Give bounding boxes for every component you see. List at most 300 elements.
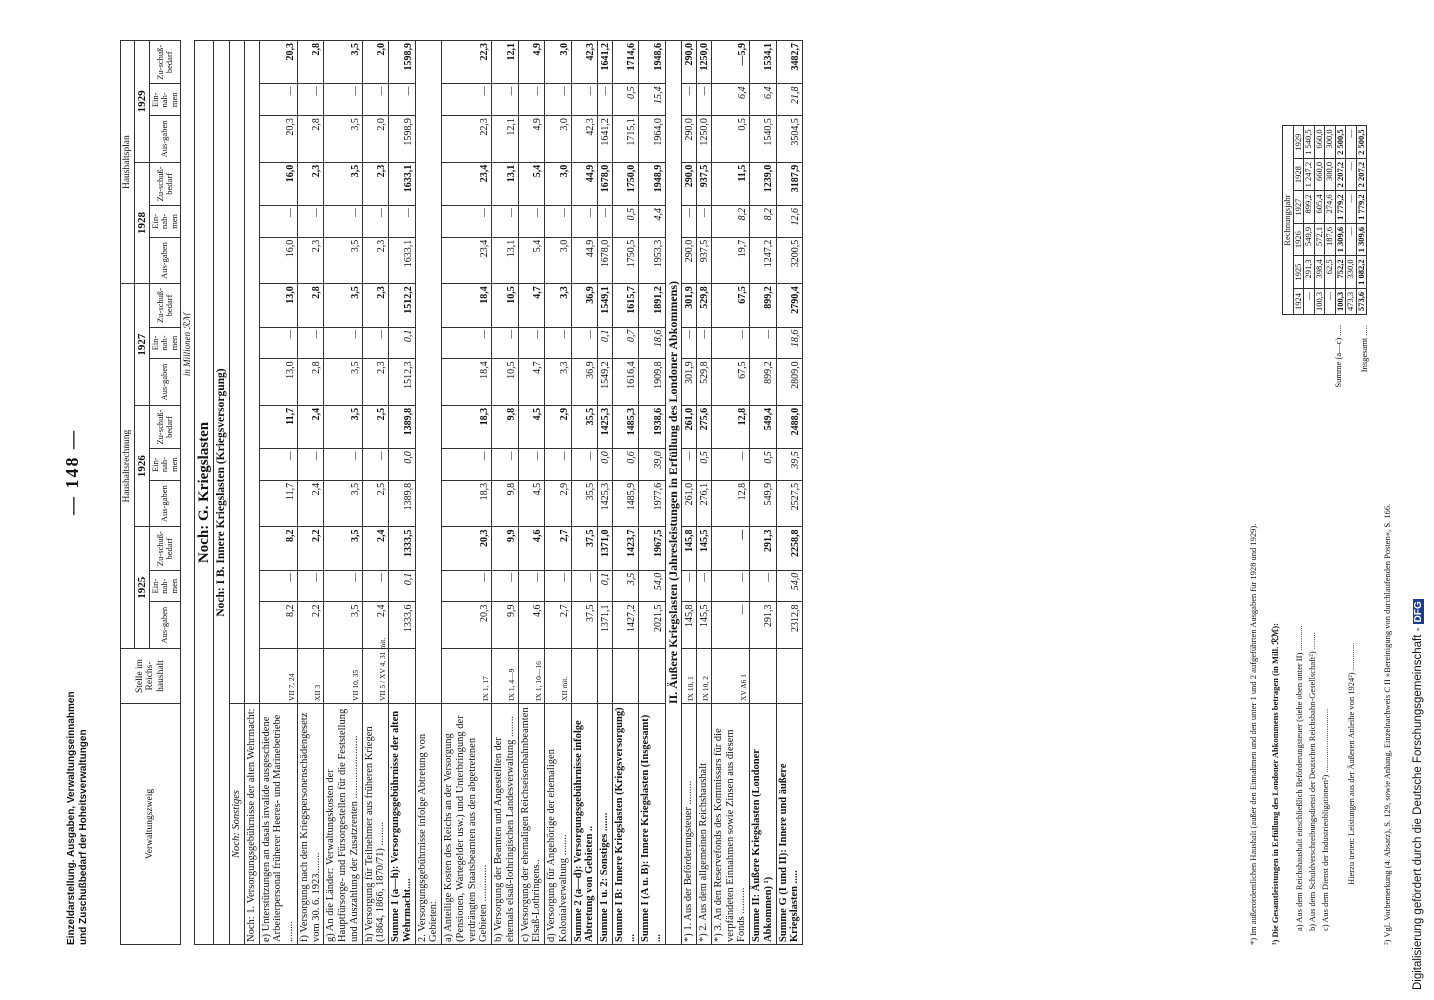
value-cell: 0,0 xyxy=(598,449,613,481)
value-cell: 3,3 xyxy=(545,284,572,327)
value-cell: 44,9 xyxy=(571,237,598,284)
value-cell: — xyxy=(259,570,297,602)
value-cell: 275,6 xyxy=(697,405,712,448)
value-cell: 1598,9 xyxy=(389,116,416,163)
value-cell: 1615,7 xyxy=(612,284,639,327)
value-cell: 1967,5 xyxy=(639,527,666,570)
value-cell: 1641,2 xyxy=(598,41,613,84)
value-cell: — xyxy=(324,206,362,238)
row-label: *) 2. Aus dem allgemeinen Reichshaushalt xyxy=(697,703,712,944)
value-cell: 1371,1 xyxy=(598,602,613,649)
value-cell: 1678,0 xyxy=(598,237,613,284)
value-cell: 1750,5 xyxy=(612,237,639,284)
value-cell: 2,5 xyxy=(362,480,389,527)
value-cell: 12,8 xyxy=(711,405,749,448)
footnote-1-hierzu: Hierzu treten: Leistungen aus der Äußeren Anleihe von 1924²) ............. xyxy=(1346,642,1357,885)
value-cell: — xyxy=(324,84,362,116)
subcolumn-header: Ein-nah-men xyxy=(149,84,181,116)
value-cell: 2527,5 xyxy=(776,480,803,527)
row-label: *) 3. An den Reservefonds des Kommissars für die verpfändeten Einnahmen sowie Zinsen aus diesem Fonds .......... xyxy=(711,703,749,944)
rj-cell: 300,0 xyxy=(1325,126,1336,159)
value-cell: 0,1 xyxy=(598,570,613,602)
value-cell: 2,0 xyxy=(362,116,389,163)
table-row xyxy=(776,41,803,945)
value-cell: 22,3 xyxy=(442,41,492,84)
value-cell: — xyxy=(682,570,697,602)
value-cell: — xyxy=(518,449,545,481)
value-cell: 3,5 xyxy=(612,570,639,602)
table-body-3 xyxy=(665,41,802,945)
value-cell: — xyxy=(711,527,749,570)
page-header xyxy=(60,45,100,945)
value-cell: 20,3 xyxy=(259,116,297,163)
value-cell: 0,1 xyxy=(598,327,613,359)
rj-cell: — xyxy=(1346,126,1357,159)
subcolumn-header: Zu-schuß-bedarf xyxy=(149,284,181,327)
value-cell: 261,0 xyxy=(682,405,697,448)
main-table xyxy=(120,40,803,945)
value-cell: 0,5 xyxy=(750,449,777,481)
value-cell: 20,3 xyxy=(442,602,492,649)
value-cell: 3,5 xyxy=(324,162,362,205)
value-cell: 4,5 xyxy=(518,405,545,448)
value-cell: — xyxy=(518,570,545,602)
section-subtitle: Noch: I B. Innere Kriegslasten (Kriegsversorgung) xyxy=(214,41,230,945)
rechnungsjahr-header: Rechnungsjahr xyxy=(1283,126,1294,315)
value-cell: 1540,5 xyxy=(750,116,777,163)
value-cell: 3,5 xyxy=(324,602,362,649)
dfg-credit xyxy=(1410,5,1432,995)
value-cell: 39,0 xyxy=(639,449,666,481)
value-cell: 2,8 xyxy=(297,41,324,84)
value-cell: 1948,6 xyxy=(639,41,666,84)
value-cell: 2,3 xyxy=(362,284,389,327)
value-cell: 2021,5 xyxy=(639,602,666,649)
value-cell: — xyxy=(297,84,324,116)
value-cell: 67,5 xyxy=(711,284,749,327)
value-cell: 2809,0 xyxy=(776,359,803,406)
value-cell: 2,0 xyxy=(362,41,389,84)
value-cell: 1250,0 xyxy=(697,41,712,84)
row-label: Summe 2 (a—d): Versorgungsgebührnisse infolge Abtretung von Gebieten .. xyxy=(571,703,598,944)
value-cell: — xyxy=(682,206,697,238)
rj-cell: 605,4 xyxy=(1314,191,1325,224)
value-cell: — xyxy=(682,327,697,359)
rj-cell: 660,0 xyxy=(1314,158,1325,191)
value-cell: 145,5 xyxy=(697,527,712,570)
rj-cell: 2 207,2 xyxy=(1335,158,1346,191)
value-cell: — xyxy=(571,449,598,481)
rj-cell: 1 779,2 xyxy=(1356,191,1367,224)
value-cell: 8,2 xyxy=(750,206,777,238)
row-label: d) Versorgung für Angehörige der ehemaligen Kolonialverwaltung ........ xyxy=(545,703,572,944)
rj-cell: 187,6 xyxy=(1325,223,1336,256)
value-cell: 5,4 xyxy=(518,237,545,284)
value-cell: 12,6 xyxy=(776,206,803,238)
value-cell: 899,2 xyxy=(750,359,777,406)
value-cell: 0,6 xyxy=(612,449,639,481)
table-row xyxy=(639,41,666,945)
value-cell: 20,3 xyxy=(442,527,492,570)
row-label: Summe II: Äußere Kriegslasten (Londoner Abkommen) ¹) xyxy=(750,703,777,944)
dfg-logo: DFG xyxy=(1413,601,1424,623)
row-label: g) An die Länder: Verwaltungskosten der Hauptfürsorge- und Fürsorgestellen für die Feststellung und Auszahlung der Zusatzrenten ........................ xyxy=(324,703,362,944)
row-label: c) Versorgung der ehemaligen Reichseisenbahnbeamten Elsaß-Lothringens.. xyxy=(518,703,545,944)
value-cell: 9,8 xyxy=(492,405,519,448)
rj-row xyxy=(1314,126,1325,315)
value-cell: 5,4 xyxy=(518,162,545,205)
footnote-1-title: ¹) Die Gesamtleistungen in Erfüllung des Londoner Abkommens betragen (in Mill. ℛℳ): xyxy=(1270,623,1280,945)
value-cell: 3,5 xyxy=(324,405,362,448)
value-cell: 290,0 xyxy=(682,116,697,163)
section-title: Noch: G. Kriegslasten xyxy=(194,41,214,945)
footnote-1-c: c) Aus dem Dienst der Industrieobligationen²) .............................. xyxy=(1320,708,1331,931)
value-cell: 37,5 xyxy=(571,527,598,570)
value-cell: 1549,1 xyxy=(598,284,613,327)
row-stelle: IX 1, 17 xyxy=(442,649,492,704)
value-cell: 261,0 xyxy=(682,480,697,527)
value-cell: 54,0 xyxy=(776,570,803,602)
value-cell: 2,4 xyxy=(297,480,324,527)
rj-cell: — xyxy=(1304,288,1315,314)
value-cell: 1750,0 xyxy=(612,162,639,205)
value-cell: 9,9 xyxy=(492,527,519,570)
value-cell: 11,7 xyxy=(259,480,297,527)
value-cell: 2,2 xyxy=(297,602,324,649)
value-cell: 1239,0 xyxy=(750,162,777,205)
value-cell: 18,4 xyxy=(442,359,492,406)
value-cell: 2,3 xyxy=(362,359,389,406)
row-stelle: IX 1, 4—9 xyxy=(492,649,519,704)
value-cell: 2,3 xyxy=(297,162,324,205)
year-header: 1926 xyxy=(134,405,149,527)
value-cell: — xyxy=(442,206,492,238)
value-cell: 36,9 xyxy=(571,284,598,327)
value-cell: — xyxy=(492,570,519,602)
block-1-heading: Noch: 1. Versorgungsgebührnisse der alten Wehrmacht: xyxy=(244,703,259,944)
value-cell: 1891,2 xyxy=(639,284,666,327)
value-cell: 1633,1 xyxy=(389,162,416,205)
table-row xyxy=(750,41,777,945)
value-cell: 1964,0 xyxy=(639,116,666,163)
value-cell: 3187,9 xyxy=(776,162,803,205)
row-stelle: XII mit. xyxy=(545,649,572,704)
value-cell: 42,3 xyxy=(571,116,598,163)
value-cell: — xyxy=(545,570,572,602)
group-rechnung-header: Haushaltsrechnung xyxy=(121,284,135,649)
value-cell: 8,2 xyxy=(711,206,749,238)
value-cell: 2,5 xyxy=(362,405,389,448)
rj-year-header: 1924 xyxy=(1293,288,1304,314)
value-cell: — xyxy=(545,449,572,481)
value-cell: 44,9 xyxy=(571,162,598,205)
row-stelle: VII 10, 35 xyxy=(324,649,362,704)
subcolumn-header: Aus-gaben xyxy=(149,359,181,406)
value-cell: — xyxy=(571,570,598,602)
value-cell: 2,4 xyxy=(362,602,389,649)
table-row xyxy=(711,41,749,945)
value-cell: —5,9 xyxy=(711,41,749,84)
value-cell: 22,3 xyxy=(442,116,492,163)
value-cell: 301,9 xyxy=(682,359,697,406)
table-row xyxy=(259,41,297,945)
footnote-1-a: a) Aus dem Reichshaushalt einschließlich Beförderungsteuer (siehe oben unter II) ............ xyxy=(1294,625,1305,931)
col-stelle-header: Stelle im Reichs-haushalt xyxy=(121,649,181,704)
value-cell: — xyxy=(711,449,749,481)
rechnungsjahr-table xyxy=(1282,125,1367,315)
value-cell: 9,9 xyxy=(492,602,519,649)
value-cell: 2,3 xyxy=(297,237,324,284)
value-cell: 0,5 xyxy=(697,449,712,481)
value-cell: — xyxy=(711,570,749,602)
value-cell: 3,5 xyxy=(324,284,362,327)
value-cell: 0,5 xyxy=(711,116,749,163)
rj-cell: — xyxy=(1346,191,1357,224)
value-cell: 10,5 xyxy=(492,284,519,327)
value-cell: 13,0 xyxy=(259,284,297,327)
value-cell: 6,4 xyxy=(750,84,777,116)
value-cell: 42,3 xyxy=(571,41,598,84)
value-cell: 145,5 xyxy=(697,602,712,649)
value-cell: 2,3 xyxy=(362,162,389,205)
value-cell: 1512,3 xyxy=(389,359,416,406)
value-cell: 1948,9 xyxy=(639,162,666,205)
value-cell: 2,4 xyxy=(362,527,389,570)
value-cell: — xyxy=(297,327,324,359)
value-cell: — xyxy=(362,570,389,602)
table-row xyxy=(518,41,545,945)
value-cell: 0,0 xyxy=(389,449,416,481)
rj-year-header: 1925 xyxy=(1293,256,1304,289)
col-branch-header: Verwaltungszweig xyxy=(121,703,181,944)
value-cell: — xyxy=(518,206,545,238)
value-cell: 3,0 xyxy=(545,41,572,84)
row-stelle: IX 1, 10—16 xyxy=(518,649,545,704)
footnote-1-total: Insgesamt ..... xyxy=(1359,325,1370,373)
row-label: Summe 1 (a—h): Versorgungsgebührnisse der alten Wehrmacht.... xyxy=(389,703,416,944)
value-cell: 1714,6 xyxy=(612,41,639,84)
rj-cell: 572,1 xyxy=(1314,223,1325,256)
value-cell: 10,5 xyxy=(492,359,519,406)
value-cell: 0,5 xyxy=(612,206,639,238)
value-cell: 3,5 xyxy=(324,41,362,84)
value-cell: — xyxy=(697,327,712,359)
value-cell: — xyxy=(297,570,324,602)
value-cell: 2,9 xyxy=(545,480,572,527)
table-row xyxy=(612,41,639,945)
rj-cell: 2 500,5 xyxy=(1335,126,1346,159)
table-row xyxy=(571,41,598,945)
year-header: 1928 xyxy=(134,162,149,284)
value-cell: 1425,3 xyxy=(598,480,613,527)
row-stelle xyxy=(639,649,666,704)
value-cell: — xyxy=(545,327,572,359)
document-page xyxy=(20,15,1400,975)
value-cell: 1485,9 xyxy=(612,480,639,527)
value-cell: — xyxy=(362,327,389,359)
credit-text xyxy=(1412,0,1434,990)
rj-cell: 100,3 xyxy=(1314,288,1325,314)
table-body-2 xyxy=(415,41,665,945)
value-cell: — xyxy=(571,327,598,359)
rj-cell: 549,9 xyxy=(1304,223,1315,256)
value-cell: — xyxy=(324,449,362,481)
row-stelle xyxy=(776,649,803,704)
rj-row xyxy=(1335,126,1346,315)
value-cell: — xyxy=(259,449,297,481)
value-cell: 145,8 xyxy=(682,527,697,570)
rj-cell: 1 309,6 xyxy=(1356,223,1367,256)
rj-cell: 1 309,6 xyxy=(1335,223,1346,256)
page-number: — 148 — xyxy=(62,429,82,515)
value-cell: 1371,0 xyxy=(598,527,613,570)
value-cell: 1549,2 xyxy=(598,359,613,406)
value-cell: 3,5 xyxy=(324,116,362,163)
row-stelle xyxy=(571,649,598,704)
value-cell: — xyxy=(750,327,777,359)
value-cell: 1633,1 xyxy=(389,237,416,284)
value-cell: 4,7 xyxy=(518,359,545,406)
caption-line-2: und Zuschußbedarf der Hoheitsverwaltungen xyxy=(77,729,89,945)
value-cell: 2,3 xyxy=(362,237,389,284)
value-cell: — xyxy=(492,449,519,481)
value-cell: 2258,8 xyxy=(776,527,803,570)
value-cell: 9,8 xyxy=(492,480,519,527)
value-cell: 3,5 xyxy=(324,237,362,284)
value-cell: 1938,6 xyxy=(639,405,666,448)
value-cell: 0,1 xyxy=(389,327,416,359)
value-cell: — xyxy=(518,327,545,359)
row-stelle: VII 7, 24 xyxy=(259,649,297,704)
row-stelle xyxy=(598,649,613,704)
value-cell: 37,5 xyxy=(571,602,598,649)
value-cell: 21,8 xyxy=(776,84,803,116)
value-cell: 6,4 xyxy=(711,84,749,116)
year-header: 1925 xyxy=(134,527,149,649)
value-cell: 1641,2 xyxy=(598,116,613,163)
rj-cell: 300,0 xyxy=(1325,158,1336,191)
value-cell: — xyxy=(389,206,416,238)
subcolumn-header: Zu-schuß-bedarf xyxy=(149,41,181,84)
value-cell: — xyxy=(324,570,362,602)
value-cell: 291,3 xyxy=(750,527,777,570)
value-cell: 290,0 xyxy=(682,41,697,84)
rj-cell: 100,3 xyxy=(1335,288,1346,314)
table-row xyxy=(297,41,324,945)
value-cell: 301,9 xyxy=(682,284,697,327)
value-cell: 3,5 xyxy=(324,527,362,570)
value-cell: — xyxy=(750,570,777,602)
value-cell: 15,4 xyxy=(639,84,666,116)
value-cell: 2,8 xyxy=(297,359,324,406)
footnote-1-sum: Summe (a—c) ..... xyxy=(1333,325,1344,388)
row-label: e) Unterstützungen an dasals invalide ausgeschiedene Arbeiterpersonal früherer Heeres- und Marinebetriebe ........ xyxy=(259,703,297,944)
value-cell: — xyxy=(571,84,598,116)
row-label: Summe I B: Innere Kriegslasten (Kriegsversorgung) ... xyxy=(612,703,639,944)
footnote-star: *) Im außerordentlichen Haushalt (außer den Einnahmen und den unter 1 und 2 aufgeführten Ausgaben für 1928 und 1929). xyxy=(1248,523,1258,945)
row-label: h) Versorgung für Teilnehmer aus früheren Kriegen (1864, 1866, 1870/71) ......... xyxy=(362,703,389,944)
value-cell: — xyxy=(362,449,389,481)
value-cell: 2,4 xyxy=(297,405,324,448)
value-cell: 1425,3 xyxy=(598,405,613,448)
value-cell: 13,1 xyxy=(492,162,519,205)
footnote-1-b: b) Aus dem Schuldverschreibungsdienst der Deutschen Reichsbahn-Gesellschaft²) ........ xyxy=(1307,632,1318,931)
value-cell: — xyxy=(697,206,712,238)
value-cell: — xyxy=(697,84,712,116)
value-cell: 1977,6 xyxy=(639,480,666,527)
sonstiges-heading: Noch: Sonstiges xyxy=(230,703,245,944)
value-cell: 4,6 xyxy=(518,602,545,649)
rj-row xyxy=(1356,126,1367,315)
rj-cell: 1 247,2 xyxy=(1304,158,1315,191)
value-cell: 2,8 xyxy=(297,116,324,163)
value-cell: 1250,0 xyxy=(697,116,712,163)
subcolumn-header: Aus-gaben xyxy=(149,237,181,284)
table-row xyxy=(389,41,416,945)
value-cell: 3482,7 xyxy=(776,41,803,84)
rj-cell: 1 779,2 xyxy=(1335,191,1346,224)
value-cell: 18,3 xyxy=(442,480,492,527)
footnote-1 xyxy=(1270,325,1372,945)
value-cell: — xyxy=(259,206,297,238)
value-cell: 1598,9 xyxy=(389,41,416,84)
caption-line-1: Einzeldarstellung. Ausgaben, Verwaltungseinnahmen xyxy=(66,691,77,945)
rj-cell: 473,3 xyxy=(1346,288,1357,314)
value-cell: 4,5 xyxy=(518,480,545,527)
rj-row xyxy=(1325,126,1336,315)
value-cell: — xyxy=(297,206,324,238)
value-cell: 2488,0 xyxy=(776,405,803,448)
rj-cell: — xyxy=(1346,223,1357,256)
value-cell: — xyxy=(545,84,572,116)
value-cell: 0,7 xyxy=(612,327,639,359)
credit-label: Digitalisierung gefördert durch die Deutsche Forschungsgemeinschaft - xyxy=(1412,627,1424,990)
value-cell: 23,4 xyxy=(442,237,492,284)
subcolumn-header: Zu-schuß-bedarf xyxy=(149,405,181,448)
rj-cell: 62,5 xyxy=(1325,256,1336,289)
value-cell: 3,5 xyxy=(324,359,362,406)
row-stelle: IX 10, 1 xyxy=(682,649,697,704)
value-cell: 3,0 xyxy=(545,237,572,284)
value-cell: 39,5 xyxy=(776,449,803,481)
table-row xyxy=(492,41,519,945)
value-cell: — xyxy=(442,570,492,602)
rj-year-header: 1928 xyxy=(1293,158,1304,191)
rj-cell: 752,2 xyxy=(1335,256,1346,289)
value-cell: — xyxy=(492,206,519,238)
value-cell: 937,5 xyxy=(697,237,712,284)
value-cell: — xyxy=(297,449,324,481)
table-row xyxy=(324,41,362,945)
value-cell: 2790,4 xyxy=(776,284,803,327)
row-label: a) Anteilige Kosten des Reichs an der Versorgung (Pensionen, Wartegelder usw.) und Unterbringung der verdrängten Staatsbeamten aus den abgetretenen Gebieten .............. xyxy=(442,703,492,944)
subcolumn-header: Ein-nah-men xyxy=(149,570,181,602)
value-cell: — xyxy=(682,449,697,481)
value-cell: 12,1 xyxy=(492,41,519,84)
value-cell: 290,0 xyxy=(682,162,697,205)
value-cell: 19,7 xyxy=(711,237,749,284)
rj-year-header: 1929 xyxy=(1293,126,1304,159)
section-II-title: II. Äußere Kriegslasten (Jahresleistungen in Erfüllung des Londoner Abkommens) xyxy=(665,41,681,945)
value-cell: 4,4 xyxy=(639,206,666,238)
value-cell: — xyxy=(682,84,697,116)
value-cell: 899,2 xyxy=(750,284,777,327)
value-cell: 16,0 xyxy=(259,237,297,284)
row-stelle: IX 10, 2 xyxy=(697,649,712,704)
rj-year-header: 1927 xyxy=(1293,191,1304,224)
value-cell: 8,2 xyxy=(259,527,297,570)
value-cell: — xyxy=(324,327,362,359)
